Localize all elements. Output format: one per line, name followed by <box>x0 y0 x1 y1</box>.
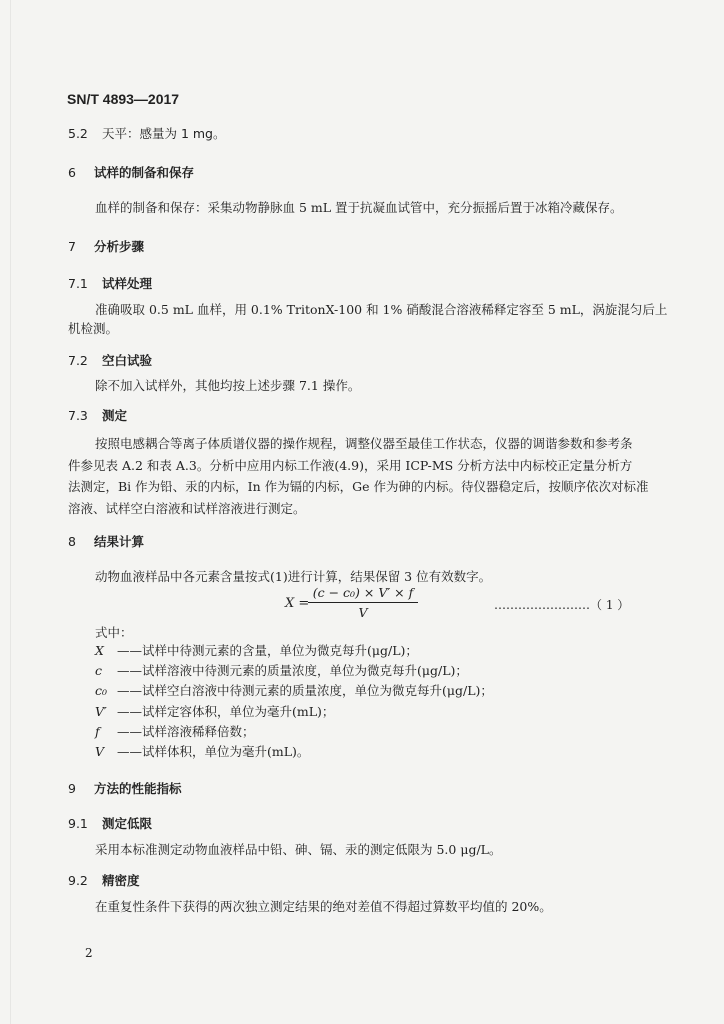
list-item <box>95 702 493 722</box>
section-number: 7.1 <box>68 276 88 291</box>
section-number: 7.2 <box>68 353 88 368</box>
section-title: 试样处理 <box>101 276 152 291</box>
variable-symbol: V <box>95 744 105 760</box>
variable-symbol: V′ <box>95 703 107 719</box>
variable-description: ——试样体积，单位为毫升(mL)。 <box>117 744 310 760</box>
formula-lhs: X = <box>285 596 310 611</box>
section-7-1-line-1: 准确吸取 0.5 mL 血样，用 0.1% TritonX-100 和 1% 硝酸混合溶液稀释定容至 5 mL，涡旋混匀后上 <box>95 302 668 317</box>
variable-description: ——试样中待测元素的含量，单位为微克每升(μg/L)； <box>117 643 418 658</box>
section-7-2-heading <box>68 351 152 369</box>
list-item <box>95 722 493 742</box>
section-7-3-line-3: 法测定，Bi 作为铅、汞的内标，In 作为镉的内标，Ge 作为砷的内标。待仪器稳定后，按顺序依次对标准 <box>68 479 649 494</box>
section-title: 精密度 <box>101 873 140 888</box>
section-title: 空白试验 <box>101 353 152 368</box>
variable-description: ——试样溶液中待测元素的质量浓度，单位为微克每升(μg/L)； <box>117 663 468 679</box>
section-7-3-heading <box>68 406 127 424</box>
variable-description: ——试样空白溶液中待测元素的质量浓度，单位为微克每升(μg/L)； <box>117 683 493 699</box>
variable-definition-list <box>95 641 493 762</box>
section-9-2-heading <box>68 871 140 889</box>
section-9-2-body: 在重复性条件下获得的两次独立测定结果的绝对差值不得超过算数平均值的 20%。 <box>95 899 552 914</box>
list-item <box>95 742 493 762</box>
section-number: 7.3 <box>68 408 88 423</box>
section-number: 6 <box>68 165 76 180</box>
page-number: 2 <box>85 946 93 960</box>
variable-symbol: f <box>95 723 100 739</box>
section-title: 结果计算 <box>93 534 144 549</box>
fraction-bar <box>308 602 418 603</box>
formula-numerator: (c − c₀) × V′ × f <box>312 585 414 600</box>
clause-number: 5.2 <box>68 126 88 141</box>
list-item <box>95 661 493 681</box>
section-number: 7 <box>68 239 76 254</box>
variable-symbol: c <box>95 663 103 679</box>
section-7-1-heading <box>68 274 152 292</box>
variable-description: ——试样定容体积，单位为毫升(mL)； <box>117 703 335 719</box>
section-title: 试样的制备和保存 <box>93 165 194 180</box>
section-6-body: 血样的制备和保存：采集动物静脉血 5 mL 置于抗凝血试管中，充分振摇后置于冰箱冷藏保存。 <box>95 200 623 215</box>
section-7-3-line-4: 溶液、试样空白溶液和试样溶液进行测定。 <box>68 501 306 516</box>
list-item <box>95 641 493 661</box>
clause-5-2 <box>68 124 226 142</box>
section-title: 分析步骤 <box>93 239 144 254</box>
section-7-heading <box>68 237 144 255</box>
scan-edge-line <box>10 0 11 1024</box>
section-title: 测定低限 <box>101 816 152 831</box>
where-label: 式中： <box>95 625 133 640</box>
equation-number: ……………………（ 1 ） <box>494 598 630 612</box>
section-number: 8 <box>68 534 76 549</box>
section-7-3-line-1: 按照电感耦合等离子体质谱仪器的操作规程，调整仪器至最佳工作状态，仪器的调谐参数和参考条 <box>95 436 633 451</box>
section-9-heading <box>68 779 182 797</box>
section-7-1-line-2: 机检测。 <box>68 321 119 336</box>
section-9-1-heading <box>68 814 152 832</box>
variable-symbol: c₀ <box>95 683 108 699</box>
section-7-2-body: 除不加入试样外，其他均按上述步骤 7.1 操作。 <box>95 378 361 393</box>
doc-id-header: SN/T 4893—2017 <box>67 91 180 107</box>
section-6-heading <box>68 163 194 181</box>
variable-symbol: X <box>95 643 104 658</box>
formula-denominator: V <box>358 605 368 620</box>
formula-fraction <box>308 585 418 620</box>
section-8-intro: 动物血液样品中各元素含量按式(1)进行计算，结果保留 3 位有效数字。 <box>95 569 492 584</box>
list-item <box>95 681 493 701</box>
variable-description: ——试样溶液稀释倍数； <box>117 723 255 739</box>
section-number: 9.2 <box>68 873 88 888</box>
clause-text: 天平：感量为 1 mg。 <box>101 126 226 141</box>
section-9-1-body: 采用本标准测定动物血液样品中铅、砷、镉、汞的测定低限为 5.0 μg/L。 <box>95 842 502 857</box>
section-7-3-line-2: 件参见表 A.2 和表 A.3。分析中应用内标工作液(4.9)，采用 ICP-MS 分析方法中内标校正定量分析方 <box>68 458 633 473</box>
section-8-heading <box>68 532 144 550</box>
section-number: 9 <box>68 781 76 796</box>
section-number: 9.1 <box>68 816 88 831</box>
section-title: 方法的性能指标 <box>93 781 182 796</box>
section-title: 测定 <box>101 408 127 423</box>
